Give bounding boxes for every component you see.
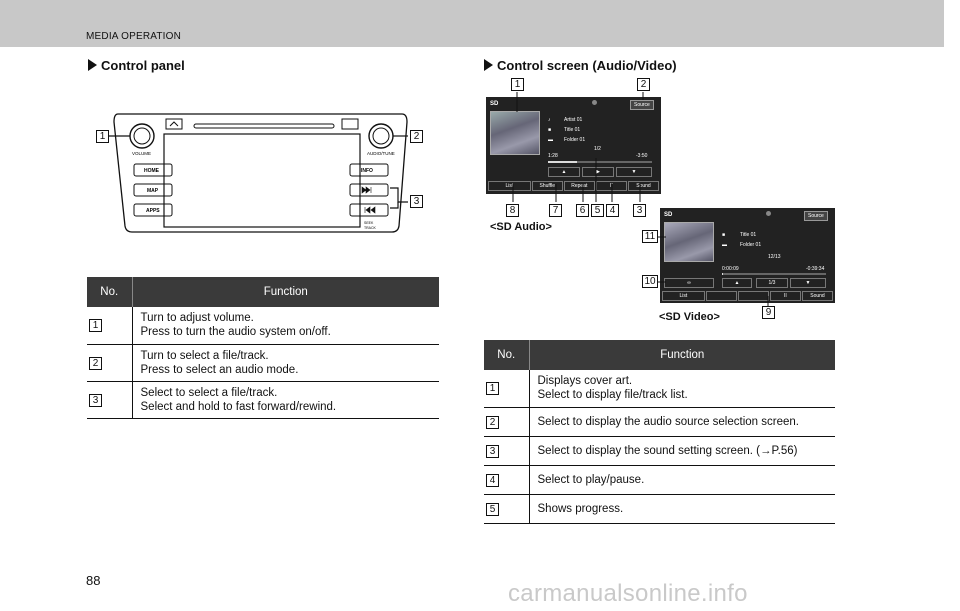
video-count: 12/13 — [768, 254, 781, 260]
artist-name: Artist 01 — [564, 117, 583, 123]
row-text: Select to display the sound setting screen. (→P.56) — [537, 444, 798, 457]
folder-icon: ▬ — [722, 242, 727, 248]
shuffle-button[interactable]: Shuffle — [532, 181, 563, 191]
row-text: Press to select an audio mode. — [140, 363, 299, 376]
section-name: MEDIA OPERATION — [86, 31, 182, 42]
elapsed-time: 0:00:09 — [722, 266, 739, 272]
sound-button[interactable]: Sound — [802, 291, 833, 301]
row-number: 1 — [89, 319, 102, 332]
apps-label: APPS — [146, 208, 160, 214]
table-row — [484, 494, 835, 523]
prev-button[interactable]: ▲ — [722, 278, 752, 288]
row-text: Select to display file/track list. — [537, 389, 688, 402]
map-label: MAP — [147, 188, 159, 194]
table-row — [87, 381, 439, 418]
track-title: Title 01 — [564, 127, 581, 133]
row-number: 3 — [89, 394, 102, 407]
callout-9: 9 — [762, 306, 775, 319]
col-no: No. — [87, 277, 132, 307]
callout-8: 8 — [506, 204, 519, 217]
volume-label: VOLUME — [132, 151, 152, 156]
folder-name: Folder 01 — [564, 137, 586, 143]
repeat-button[interactable]: Repeat — [564, 181, 595, 191]
table-row — [484, 436, 835, 465]
seek-label: SEEK — [364, 221, 374, 225]
source-name: SD — [664, 212, 673, 218]
control-panel-heading — [88, 58, 185, 73]
sd-video-caption: <SD Video> — [659, 311, 720, 323]
row-text: Press to turn the audio system on/off. — [140, 326, 331, 339]
chapter-count[interactable]: 1/3 — [756, 278, 788, 288]
row-text: Displays cover art. — [537, 375, 633, 388]
info-label: INFO — [361, 168, 373, 174]
title-icon: ■ — [548, 127, 552, 133]
source-button[interactable]: Source — [804, 211, 828, 221]
header-bar — [0, 0, 944, 47]
col-no: No. — [484, 340, 529, 370]
triangle-icon — [484, 59, 493, 71]
table-row — [484, 407, 835, 436]
row-text: Shows progress. — [537, 502, 624, 515]
sd-audio-caption: <SD Audio> — [490, 221, 552, 233]
col-function: Function — [132, 277, 439, 307]
folder-name: Folder 01 — [740, 242, 762, 248]
row-text: Select to select a file/track. — [140, 386, 278, 399]
table-row — [484, 370, 835, 407]
artist-icon: ♪ — [548, 117, 551, 123]
home-label: HOME — [144, 168, 159, 174]
remaining-time: -0:39:34 — [806, 266, 825, 272]
row-number: 3 — [486, 445, 499, 458]
table-row — [484, 465, 835, 494]
source-button[interactable]: Source — [630, 100, 654, 110]
callout-1: 1 — [511, 78, 524, 91]
list-button[interactable]: List — [488, 181, 531, 191]
watermark: carmanualsonline.info — [508, 580, 748, 607]
audio-tune-label: AUDIO/TUNE — [367, 151, 395, 156]
triangle-icon — [88, 59, 97, 71]
callout-5: 5 — [591, 204, 604, 217]
row-text: Turn to adjust volume. — [140, 312, 254, 325]
list-button[interactable]: List — [662, 291, 705, 301]
video-title: Title 01 — [740, 232, 757, 238]
callout-10: 10 — [642, 275, 658, 288]
row-text: Select to play/pause. — [537, 473, 645, 486]
page-number: 88 — [86, 573, 101, 588]
callout-6: 6 — [576, 204, 589, 217]
callout-3: 3 — [410, 195, 423, 208]
control-panel-table — [87, 277, 439, 419]
source-name: SD — [490, 101, 499, 107]
next-button[interactable]: ▼ — [616, 167, 652, 177]
row-number: 5 — [486, 503, 499, 516]
title-icon: ■ — [722, 232, 726, 238]
row-number: 2 — [89, 357, 102, 370]
remaining-time: -3:50 — [636, 153, 648, 159]
row-text: Turn to select a file/track. — [140, 349, 269, 362]
link-button[interactable]: ∞ — [664, 278, 714, 288]
track-count: 1/2 — [594, 146, 601, 152]
control-screen-title: Control screen (Audio/Video) — [497, 58, 677, 73]
control-panel-title: Control panel — [101, 58, 185, 73]
track-label: TRACK — [364, 226, 376, 230]
control-screen-heading — [484, 58, 677, 73]
pause-button[interactable]: II — [596, 181, 627, 191]
callout-11: 11 — [642, 230, 658, 243]
callout-lines — [480, 78, 810, 328]
prev-button[interactable]: ▲ — [548, 167, 580, 177]
row-text: Select and hold to fast forward/rewind. — [140, 400, 337, 413]
callout-2: 2 — [410, 130, 423, 143]
callout-2: 2 — [637, 78, 650, 91]
callout-7: 7 — [549, 204, 562, 217]
next-button[interactable]: ▼ — [790, 278, 826, 288]
control-screen-table — [484, 340, 835, 524]
callout-3: 3 — [633, 204, 646, 217]
pause-button[interactable]: II — [770, 291, 801, 301]
callout-4: 4 — [606, 204, 619, 217]
callout-1: 1 — [96, 130, 109, 143]
control-panel-illustration — [96, 108, 426, 238]
folder-icon: ▬ — [548, 137, 553, 143]
play-button[interactable]: ▶ — [582, 167, 614, 177]
row-number: 4 — [486, 474, 499, 487]
sound-button[interactable]: Sound — [628, 181, 659, 191]
table-row — [87, 307, 439, 344]
row-text: Select to display the audio source selection screen. — [537, 415, 799, 428]
col-function: Function — [529, 340, 835, 370]
table-row — [87, 344, 439, 381]
row-number: 2 — [486, 416, 499, 429]
elapsed-time: 1:28 — [548, 153, 558, 159]
row-number: 1 — [486, 382, 499, 395]
